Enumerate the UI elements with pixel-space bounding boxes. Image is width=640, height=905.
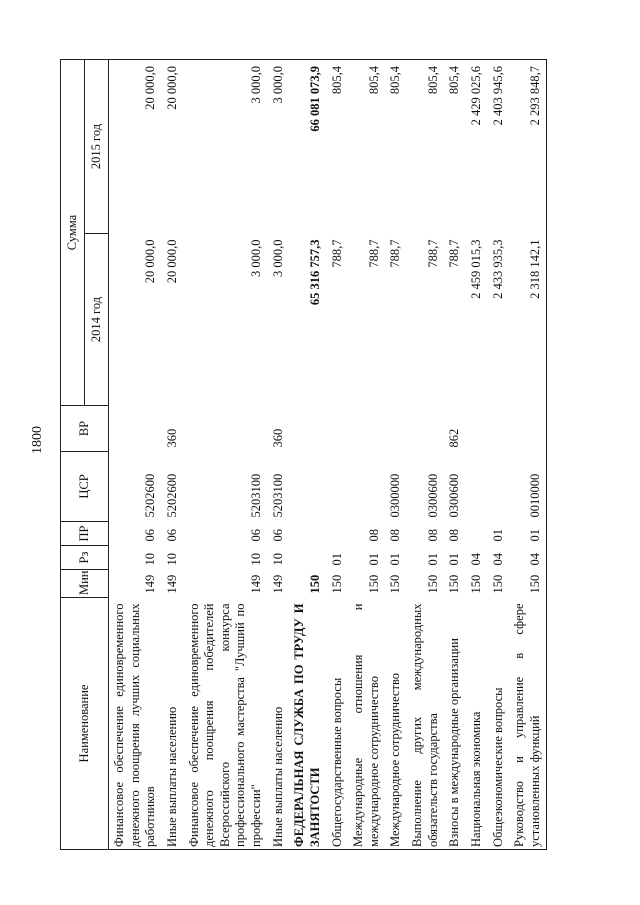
table-row (488, 60, 510, 850)
cell-2014: 3 000,0 (249, 239, 263, 277)
header-name: Наименование (61, 598, 109, 850)
cell-csr: 5202600 (143, 473, 158, 518)
cell-2014: 3 000,0 (270, 239, 285, 277)
cell-2015: 2 403 945,6 (488, 60, 510, 234)
cell-2015: 805,4 (348, 60, 385, 234)
cell-min: 150 (490, 574, 505, 594)
cell-pr: 06 (270, 529, 285, 542)
cell-pr: 08 (447, 529, 462, 542)
cell-2015: 805,4 (385, 60, 407, 234)
header-sum: Сумма (61, 60, 85, 406)
header-rz: Рз (61, 546, 109, 570)
cell-name: Общеэкономические вопросы (488, 598, 510, 850)
cell-2015: 3 000,0 (184, 60, 268, 234)
header-vr: ВР (61, 406, 109, 452)
cell-name: Взносы в международные организации (444, 598, 466, 850)
cell-rz: 01 (366, 553, 381, 566)
header-min: Мин (61, 570, 109, 598)
cell-pr: 08 (388, 529, 403, 542)
cell-csr (466, 452, 488, 522)
table-body (109, 60, 547, 850)
rotated-page (60, 60, 540, 850)
cell-2014: 788,7 (425, 239, 440, 268)
cell-pr (466, 522, 488, 546)
cell-rz: 10 (164, 553, 179, 566)
cell-2015: 3 000,0 (268, 60, 290, 234)
cell-name: ФЕДЕРАЛЬНАЯ СЛУЖБА ПО ТРУДУ И ЗАНЯТОСТИ (289, 598, 326, 850)
header-csr: ЦСР (61, 452, 109, 522)
cell-2015: 805,4 (327, 60, 349, 234)
cell-pr: 06 (164, 529, 179, 542)
table-row (466, 60, 488, 850)
table-row (444, 60, 466, 850)
table-row (162, 60, 184, 850)
budget-table (60, 59, 547, 850)
cell-csr (327, 452, 349, 522)
cell-2015: 20 000,0 (109, 60, 162, 234)
cell-csr: 0300000 (388, 473, 403, 518)
cell-rz: 01 (447, 553, 462, 566)
cell-csr: 5203100 (249, 473, 263, 518)
table-row (109, 60, 162, 850)
page-number-wrap (0, 426, 45, 454)
cell-2014: 65 316 757,3 (307, 239, 322, 306)
cell-vr: 862 (447, 428, 462, 448)
cell-vr (109, 406, 162, 452)
cell-2015: 20 000,0 (162, 60, 184, 234)
cell-rz (289, 546, 326, 570)
cell-rz: 04 (468, 553, 483, 566)
cell-vr (289, 406, 326, 452)
cell-min: 150 (388, 574, 403, 594)
table-row (268, 60, 290, 850)
table-row (348, 60, 385, 850)
cell-pr: 08 (366, 529, 381, 542)
cell-min: 150 (468, 574, 483, 594)
cell-rz: 04 (490, 553, 505, 566)
page-number: 1800 (30, 426, 45, 454)
cell-csr: 5202600 (164, 473, 179, 518)
cell-min: 149 (270, 574, 285, 594)
cell-rz: 04 (509, 546, 547, 570)
cell-rz: 01 (329, 553, 344, 566)
header-2015: 2015 год (85, 60, 109, 234)
cell-csr: 5203100 (270, 473, 285, 518)
cell-min: 149 (164, 574, 179, 594)
cell-rz: 10 (249, 553, 263, 566)
cell-min: 150 (425, 574, 440, 594)
cell-min: 150 (307, 574, 322, 594)
cell-name: Международное сотрудничество (385, 598, 407, 850)
cell-vr (327, 406, 349, 452)
cell-min: 149 (249, 574, 263, 594)
cell-2014: 788,7 (388, 239, 403, 268)
cell-name: Иные выплаты населению (268, 598, 290, 850)
cell-rz: 10 (270, 553, 285, 566)
table-row (407, 60, 444, 850)
cell-pr: 08 (425, 529, 440, 542)
cell-min: 149 (143, 574, 158, 594)
cell-2014: 2 459 015,3 (468, 239, 483, 299)
cell-2014: 788,7 (366, 239, 381, 268)
cell-rz: 01 (425, 553, 440, 566)
cell-2015: 2 293 848,7 (509, 60, 547, 234)
cell-2014: 788,7 (447, 239, 462, 268)
cell-pr: 06 (143, 529, 158, 542)
cell-2014: 2 433 935,3 (490, 239, 505, 299)
cell-min: 150 (447, 574, 462, 594)
table-header (61, 60, 109, 850)
cell-min: 150 (329, 574, 344, 594)
cell-min: 150 (509, 570, 547, 598)
cell-2015: 66 081 073,9 (289, 60, 326, 234)
cell-pr: 01 (509, 522, 547, 546)
cell-rz: 10 (143, 553, 158, 566)
cell-name: Национальная экономика (466, 598, 488, 850)
cell-name: Общегосударственные вопросы (327, 598, 349, 850)
cell-2015: 2 429 025,6 (466, 60, 488, 234)
cell-2014: 2 318 142,1 (509, 234, 547, 406)
cell-name: Руководство и управление в сфере установленных функций (509, 598, 547, 850)
cell-name: Финансовое обеспечение единовременного денежного поощрения победителей Всероссийского конкурса профессионального мастерства "Лучший по профессии" (184, 598, 268, 850)
header-2014: 2014 год (85, 234, 109, 406)
cell-vr (407, 406, 444, 452)
cell-csr (289, 452, 326, 522)
cell-vr (348, 406, 385, 452)
cell-2015: 805,4 (444, 60, 466, 234)
cell-csr (348, 452, 385, 522)
cell-csr: 0300600 (447, 473, 462, 518)
table-row (184, 60, 268, 850)
table-row (385, 60, 407, 850)
cell-vr: 360 (270, 428, 285, 448)
header-pr: ПР (61, 522, 109, 546)
cell-vr (385, 406, 407, 452)
cell-vr (466, 406, 488, 452)
cell-name: Иные выплаты населению (162, 598, 184, 850)
cell-pr: 01 (490, 529, 505, 542)
table-row (327, 60, 349, 850)
cell-vr (488, 406, 510, 452)
cell-2015: 805,4 (407, 60, 444, 234)
cell-csr: 0010000 (509, 452, 547, 522)
cell-min: 150 (366, 574, 381, 594)
cell-name: Выполнение других международных обязательств государства (407, 598, 444, 850)
cell-name: Финансовое обеспечение единовременного денежного поощрения лучших социальных работников (109, 598, 162, 850)
cell-pr (327, 522, 349, 546)
cell-csr (488, 452, 510, 522)
cell-rz: 01 (388, 553, 403, 566)
cell-csr: 0300600 (425, 473, 440, 518)
cell-vr (184, 406, 268, 452)
cell-vr (509, 406, 547, 452)
cell-2014: 788,7 (329, 239, 344, 268)
cell-2014: 20 000,0 (143, 239, 158, 284)
table-row (289, 60, 326, 850)
cell-pr: 06 (249, 529, 263, 542)
cell-2014: 20 000,0 (164, 239, 179, 284)
table-row (509, 60, 547, 850)
cell-vr: 360 (164, 428, 179, 448)
cell-name: Международные отношения и международное сотрудничество (348, 598, 385, 850)
cell-pr (289, 522, 326, 546)
